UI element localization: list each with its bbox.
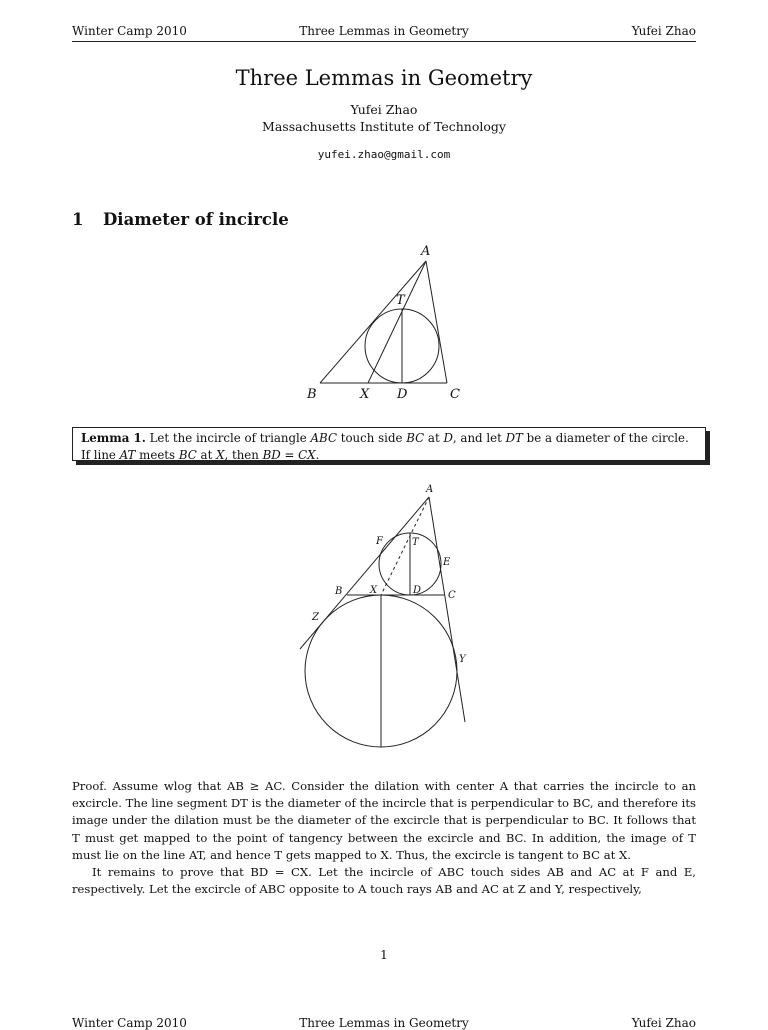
lemma-text: Let the incircle of triangle [145,431,311,445]
lemma-text: . [315,448,320,462]
proof-paragraph-1: Proof. Assume wlog that AB ≥ AC. Consider the dilation with center A that carries the incircle to an excircle. The line segment DT is the diameter of the incircle that is perpendicular to BC, and therefore its image under the dilation must be the diameter of the excircle that is perpendicular to BC. It follows that T must get mapped to the point of tangency between the excircle and BC. In addition, the image of T must lie on the line AT, and hence T gets mapped to X. Thus, the excircle is tangent to BC at X. [72,779,696,862]
fig1-label-t: T [396,293,405,308]
fig2-line-ac [429,497,465,722]
lemma-text: be a diameter of the circle. [522,431,689,445]
section-number: 1 [72,210,84,229]
lemma-text: , then [224,448,263,462]
lemma-text: meets [135,448,179,462]
fig2-label-x: X [370,585,378,596]
fig2-label-t: T [412,537,419,548]
lemma-math: ABC [310,431,337,445]
fig2-label-d: D [413,585,422,596]
header-center: Three Lemmas in Geometry [299,24,469,38]
lemma-math: AT [119,448,136,462]
lemma-math: D [443,431,453,445]
proof-paragraph-2: It remains to prove that BD = CX. Let the incircle of ABC touch sides AB and AC at F and E, respectively. Let the excircle of ABC opposite to A touch rays AB and AC at Z and Y, respectively, [72,865,696,897]
fig2-label-z: Z [312,612,319,623]
fig1-label-x: X [360,387,370,402]
fig1-label-c: C [450,387,460,402]
header-left: Winter Camp 2010 [72,24,187,38]
lemma-conclusion: BD = CX [262,448,316,462]
footer-left: Winter Camp 2010 [72,1016,187,1030]
author-email: yufei.zhao@gmail.com [317,148,451,161]
fig1-label-b: B [307,387,317,402]
fig2-label-y: Y [459,654,466,665]
lemma-math: BC [406,431,425,445]
lemma-text: at [196,448,217,462]
footer-right: Yufei Zhao [631,1016,696,1030]
footer-center: Three Lemmas in Geometry [299,1016,469,1030]
fig2-label-f: F [376,536,383,547]
author-affiliation: Massachusetts Institute of Technology [262,119,506,134]
lemma-text: touch side [336,431,407,445]
page-number: 1 [380,948,388,962]
fig2-label-a: A [426,484,434,495]
paper-title: Three Lemmas in Geometry [235,66,533,90]
lemma-heading: Lemma 1. [81,431,146,445]
lemma-text: at [424,431,444,445]
fig1-label-d: D [397,387,408,402]
lemma-math: BC [178,448,197,462]
fig2-dashed-atx [381,497,429,595]
fig2-label-c: C [448,590,456,601]
author-name: Yufei Zhao [350,102,418,117]
fig1-label-a: A [421,244,431,259]
lemma-math: DT [505,431,523,445]
lemma-text: , and let [452,431,506,445]
fig2-label-b: B [335,586,343,597]
fig2-label-e: E [443,557,451,568]
lemma-text: If line [81,448,120,462]
header-right: Yufei Zhao [631,24,696,38]
lemma-math: X [216,448,225,462]
section-title: Diameter of incircle [103,210,289,229]
